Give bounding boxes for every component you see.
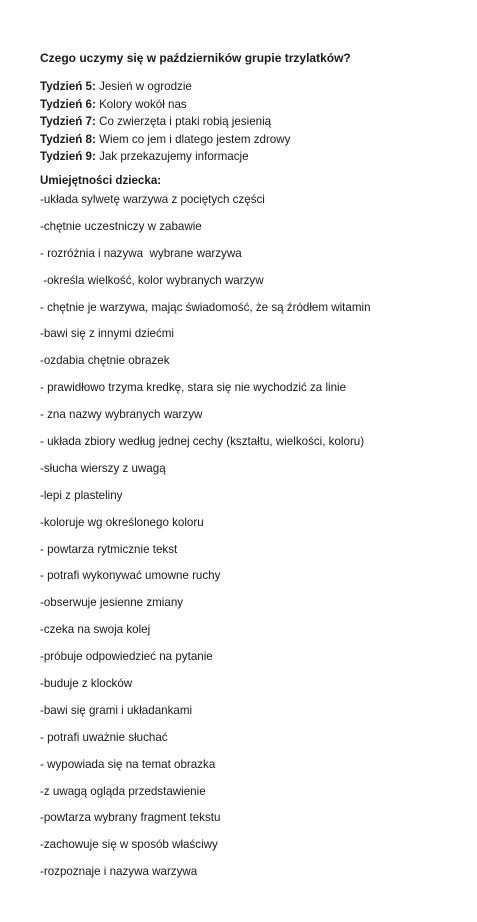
skill-item: - układa zbiory według jednej cechy (kształtu, wielkości, koloru): [40, 435, 365, 449]
skill-item: - zna nazwy wybranych warzyw: [40, 408, 203, 422]
skill-item: -z uwagą ogląda przedstawienie: [40, 784, 206, 798]
skill-item: - prawidłowo trzyma kredkę, stara się nie wychodzić za linie: [40, 381, 347, 395]
skill-item: -rozpoznaje i nazywa warzywa: [40, 865, 198, 879]
skill-item: -zachowuje się w sposób właściwy: [40, 838, 218, 852]
skill-item: -ozdabia chętnie obrazek: [40, 354, 170, 368]
skills-list: [40, 192, 371, 891]
week-topic: Co zwierzęta i ptaki robią jesienią: [95, 115, 272, 128]
skill-item: - rozróżnia i nazywa wybrane warzywa: [40, 246, 242, 260]
skill-item: -powtarza wybrany fragment tekstu: [40, 811, 221, 825]
week-topic: Wiem co jem i dlatego jestem zdrowy: [95, 132, 291, 146]
skill-item: - chętnie je warzywa, mając świadomość, że są źródłem witamin: [40, 300, 371, 314]
skill-item: -koloruje wg określonego koloru: [40, 515, 204, 529]
skill-item: -buduje z klocków: [40, 677, 133, 691]
skill-item: -lepi z plasteliny: [40, 488, 123, 502]
skill-item: -bawi się z innymi dziećmi: [40, 327, 175, 341]
week-row: [40, 78, 290, 96]
skill-item: - potrafi wykonywać umowne ruchy: [40, 569, 221, 583]
week-row: [40, 113, 290, 131]
week-row: [40, 148, 290, 166]
week-label: Tydzień 8:: [40, 132, 96, 146]
skill-item: -czeka na swoja kolej: [40, 623, 151, 637]
skill-item: -określa wielkość, kolor wybranych warzyw: [40, 273, 264, 287]
week-row: [40, 131, 290, 149]
week-topic: Jesień w ogrodzie: [95, 80, 192, 93]
week-label: Tydzień 6:: [40, 97, 96, 111]
skills-heading: Umiejętności dziecka:: [40, 174, 162, 187]
week-label: Tydzień 7:: [40, 115, 96, 128]
skill-item: - wypowiada się na temat obrazka: [40, 757, 216, 771]
skill-item: -obserwuje jesienne zmiany: [40, 596, 184, 610]
skill-item: -chętnie uczestniczy w zabawie: [40, 219, 202, 233]
skill-item: -bawi się grami i układankami: [40, 703, 193, 717]
page-title: Czego uczymy się w październików grupie trzylatków?: [40, 51, 351, 65]
week-topic: Jak przekazujemy informacje: [95, 150, 249, 163]
week-label: Tydzień 5:: [40, 80, 96, 93]
week-row: [40, 96, 290, 114]
skill-item: -słucha wierszy z uwagą: [40, 461, 166, 475]
skill-item: -próbuje odpowiedzieć na pytanie: [40, 650, 213, 664]
week-label: Tydzień 9:: [40, 150, 96, 163]
skill-item: - powtarza rytmicznie tekst: [40, 542, 178, 556]
weeks-list: [40, 78, 290, 166]
skill-item: - potrafi uważnie słuchać: [40, 730, 168, 744]
skill-item: -układa sylwetę warzywa z pociętych części: [40, 193, 265, 206]
week-topic: Kolory wokół nas: [95, 97, 187, 111]
